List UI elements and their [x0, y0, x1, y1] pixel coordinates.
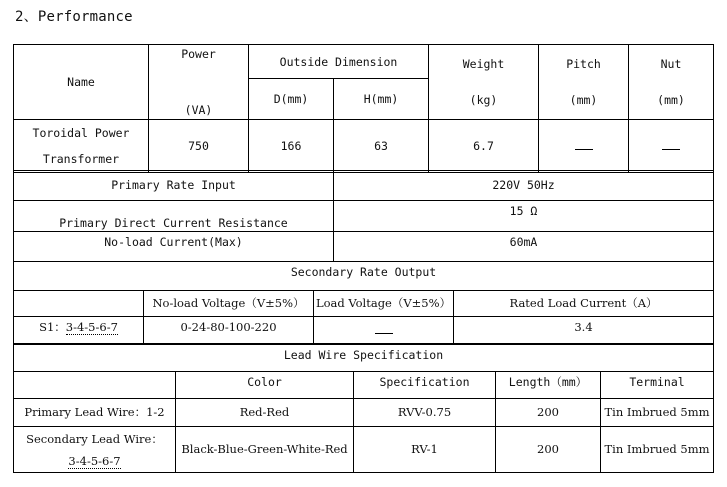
secondary-blank-header	[14, 291, 144, 317]
power-header-cell	[149, 45, 249, 120]
secondary-lead-spec: RV-1	[354, 427, 496, 473]
secondary-lead-taps: 3-4-5-6-7	[68, 453, 121, 468]
noload-voltage-value: 0-24-80-100-220	[144, 317, 314, 344]
d-header: D(mm)	[249, 79, 334, 120]
noload-voltage-header: No-load Voltage（V±5%）	[144, 291, 314, 317]
spec-header: Specification	[354, 372, 496, 399]
color-header: Color	[176, 372, 354, 399]
nut-dash	[662, 141, 680, 150]
d-value: 166	[249, 120, 334, 173]
secondary-lead-name-cell	[14, 427, 176, 473]
secondary-lead-color: Black-Blue-Green-White-Red	[176, 427, 354, 473]
load-voltage-dash	[375, 325, 393, 334]
s1-taps: 3-4-5-6-7	[65, 320, 118, 334]
power-value: 750	[149, 120, 249, 173]
weight-header-cell	[429, 45, 539, 120]
product-name-cell	[14, 120, 149, 173]
outside-dimension-header: Outside Dimension	[249, 45, 429, 79]
secondary-lead-name: Secondary Lead Wire：	[26, 431, 163, 446]
product-name-line1: Toroidal Power	[32, 126, 130, 140]
nut-header: Nut	[660, 57, 682, 71]
power-unit: (VA)	[184, 102, 213, 117]
secondary-table	[13, 261, 714, 344]
nut-header-cell	[629, 45, 714, 120]
pitch-value	[539, 120, 629, 173]
power-header: Power	[181, 47, 216, 61]
primary-lead-terminal: Tin Imbrued 5mm	[601, 399, 714, 427]
electrical-table	[13, 170, 714, 262]
name-header: Name	[14, 45, 149, 120]
lead-name-header	[14, 372, 176, 399]
performance-table	[13, 44, 714, 173]
primary-dc-resistance-value: 15 Ω	[334, 201, 714, 232]
pitch-dash	[575, 141, 593, 150]
noload-current-value: 60mA	[334, 232, 714, 262]
s1-prefix: S1：	[39, 320, 66, 334]
primary-rate-input-label: Primary Rate Input	[14, 171, 334, 201]
load-voltage-header: Load Voltage（V±5%）	[314, 291, 454, 317]
secondary-title: Secondary Rate Output	[14, 262, 714, 291]
product-name-line2: Transformer	[42, 152, 120, 166]
weight-value: 6.7	[429, 120, 539, 173]
pitch-header: Pitch	[566, 57, 601, 71]
table-row	[14, 427, 714, 473]
length-header: Length（mm）	[496, 372, 601, 399]
primary-lead-spec: RVV-0.75	[354, 399, 496, 427]
rated-current-value: 3.4	[454, 317, 714, 344]
lead-wire-table	[13, 344, 714, 473]
h-value: 63	[334, 120, 429, 173]
secondary-lead-length: 200	[496, 427, 601, 473]
weight-unit: (kg)	[469, 92, 498, 107]
load-voltage-value	[314, 317, 454, 344]
rated-current-header: Rated Load Current（A）	[454, 291, 714, 317]
primary-lead-name: Primary Lead Wire：1-2	[14, 399, 176, 427]
nut-unit: (mm)	[657, 92, 685, 107]
section-heading: 2、Performance	[15, 9, 133, 25]
table-row	[14, 399, 714, 427]
primary-lead-length: 200	[496, 399, 601, 427]
pitch-unit: (mm)	[569, 92, 598, 107]
s1-cell	[14, 317, 144, 344]
primary-rate-input-value: 220V 50Hz	[334, 171, 714, 201]
pitch-header-cell	[539, 45, 629, 120]
h-header: H(mm)	[334, 79, 429, 120]
primary-dc-resistance-label: Primary Direct Current Resistance	[14, 201, 334, 232]
primary-lead-color: Red-Red	[176, 399, 354, 427]
nut-value	[629, 120, 714, 173]
lead-wire-title: Lead Wire Specification	[14, 345, 714, 372]
terminal-header: Terminal	[601, 372, 714, 399]
secondary-lead-terminal: Tin Imbrued 5mm	[601, 427, 714, 473]
weight-header: Weight	[462, 57, 505, 71]
noload-current-label: No-load Current(Max)	[14, 232, 334, 262]
